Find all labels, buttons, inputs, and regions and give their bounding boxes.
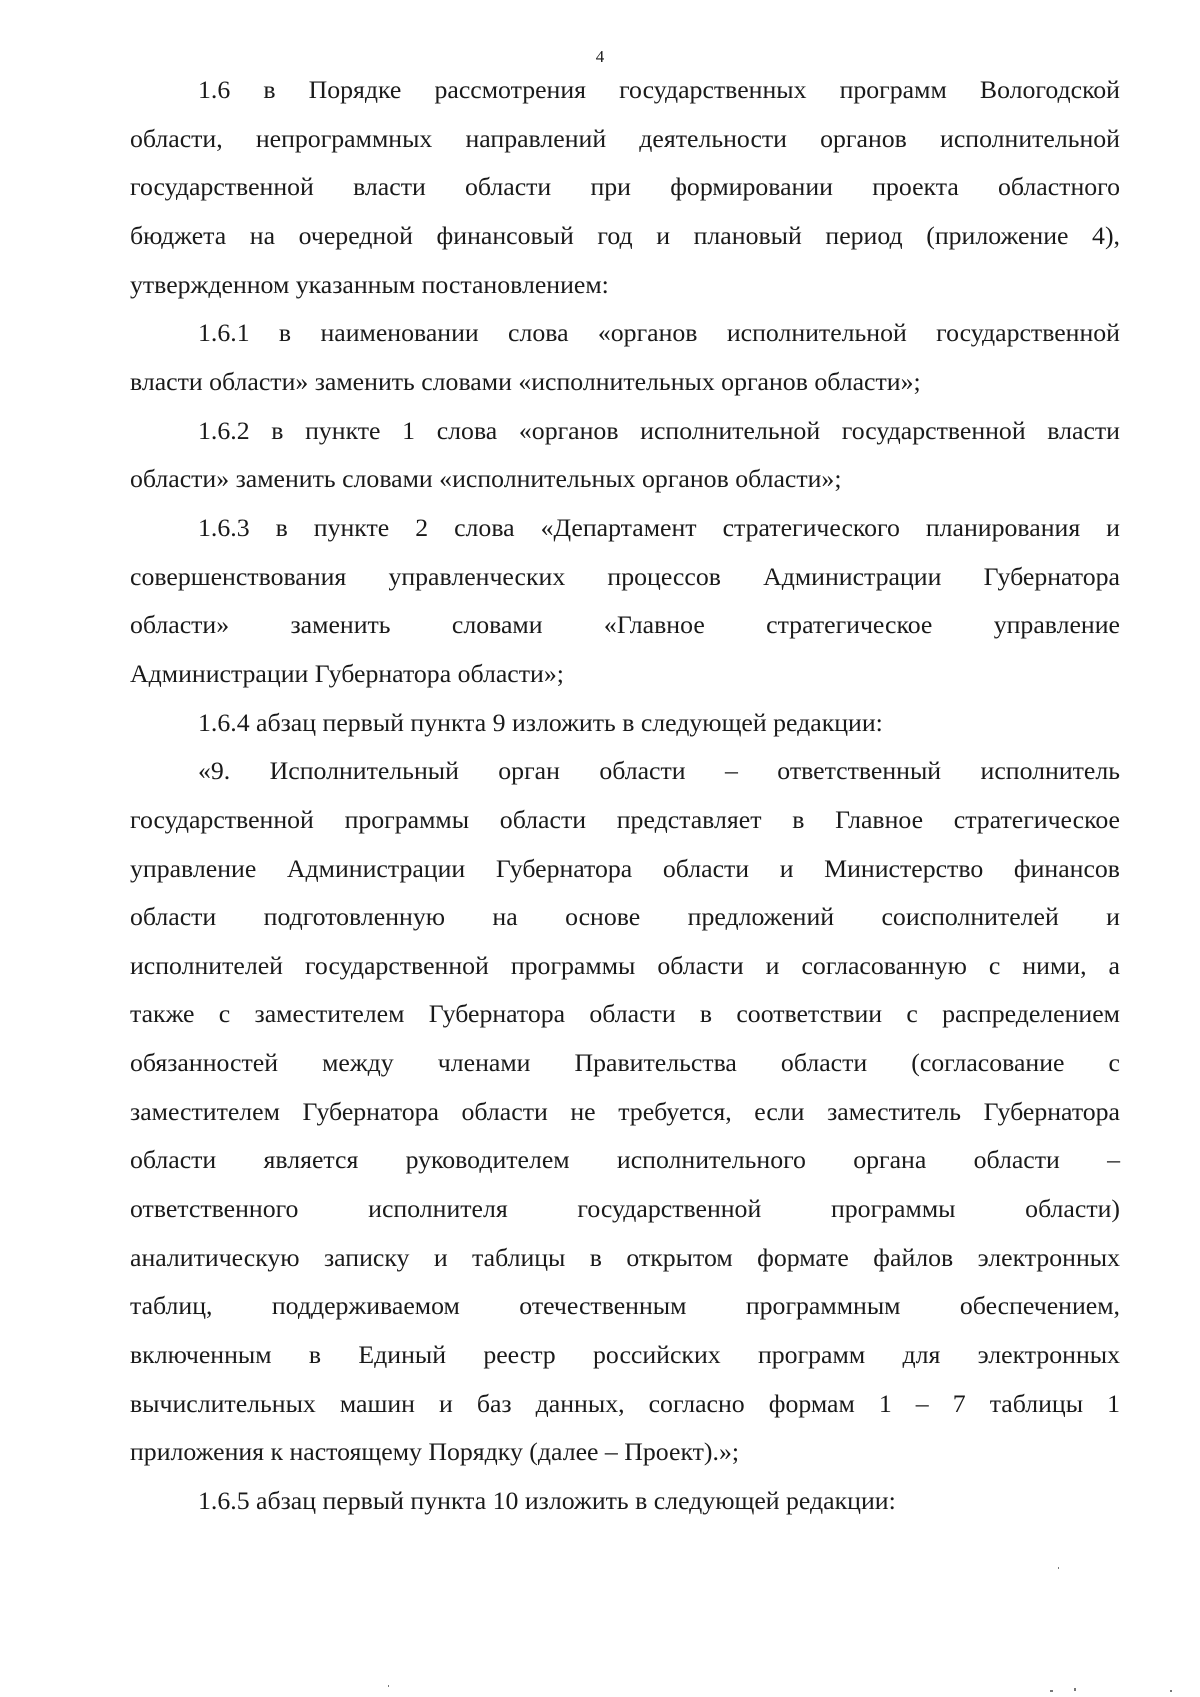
paragraph-9-quote: [130, 747, 1120, 1477]
text-line: включенным в Единый реестр российских программ для электронных: [130, 1340, 1120, 1370]
paragraph-1-6-2: [130, 407, 1120, 504]
text-line: утвержденном указанным постановлением:: [130, 269, 609, 299]
scan-speck: [388, 1685, 389, 1687]
text-line: таблиц, поддерживаемом отечественным программным обеспечением,: [130, 1291, 1120, 1321]
document-body: [130, 66, 1120, 1526]
text-line: аналитическую записку и таблицы в открытом формате файлов электронных: [130, 1242, 1120, 1272]
scan-speck: [1058, 1567, 1059, 1569]
paragraph-1-6: [130, 66, 1120, 309]
text-line: 1.6.3 в пункте 2 слова «Департамент стратегического планирования и: [198, 512, 1120, 542]
paragraph-1-6-5: [130, 1477, 1120, 1526]
text-line: 1.6.5 абзац первый пункта 10 изложить в следующей редакции:: [198, 1486, 896, 1516]
text-line: бюджета на очередной финансовый год и плановый период (приложение 4),: [130, 220, 1120, 250]
text-line: исполнителей государственной программы области и согласованную с ними, а: [130, 950, 1120, 980]
scan-speck: [1170, 1690, 1172, 1692]
text-line: области» заменить словами «исполнительных органов области»;: [130, 464, 842, 494]
text-line: области» заменить словами «Главное стратегическое управление: [130, 610, 1120, 640]
paragraph-1-6-4: [130, 699, 1120, 748]
text-line: заместителем Губернатора области не требуется, если заместитель Губернатора: [130, 1096, 1120, 1126]
text-line: области подготовленную на основе предложений соисполнителей и: [130, 902, 1120, 932]
scan-speck: [1050, 1690, 1053, 1692]
page-number: 4: [595, 47, 605, 66]
text-line: обязанностей между членами Правительства области (согласование с: [130, 1048, 1120, 1078]
text-line: 1.6.4 абзац первый пункта 9 изложить в следующей редакции:: [198, 707, 883, 737]
text-line: Администрации Губернатора области»;: [130, 658, 564, 688]
text-line: 1.6.2 в пункте 1 слова «органов исполнительной государственной власти: [198, 415, 1120, 445]
text-line: власти области» заменить словами «исполнительных органов области»;: [130, 366, 921, 396]
text-line: также с заместителем Губернатора области в соответствии с распределением: [130, 999, 1120, 1029]
text-line: вычислительных машин и баз данных, согласно формам 1 – 7 таблицы 1: [130, 1388, 1120, 1418]
text-line: управление Администрации Губернатора области и Министерство финансов: [130, 853, 1120, 883]
text-line: области, непрограммных направлений деятельности органов исполнительной: [130, 123, 1120, 153]
text-line: государственной власти области при формировании проекта областного: [130, 172, 1120, 202]
text-line: «9. Исполнительный орган области – ответственный исполнитель: [198, 756, 1120, 786]
text-line: 1.6.1 в наименовании слова «органов исполнительной государственной: [198, 318, 1120, 348]
text-line: ответственного исполнителя государственной программы области): [130, 1194, 1120, 1224]
text-line: области является руководителем исполнительного органа области –: [130, 1145, 1120, 1175]
text-line: приложения к настоящему Порядку (далее – Проект).»;: [130, 1437, 740, 1467]
text-line: государственной программы области представляет в Главное стратегическое: [130, 804, 1120, 834]
scan-speck: [1074, 1688, 1076, 1691]
paragraph-1-6-1: [130, 309, 1120, 406]
paragraph-1-6-3: [130, 504, 1120, 699]
text-line: совершенствования управленческих процессов Администрации Губернатора: [130, 561, 1120, 591]
text-line: 1.6 в Порядке рассмотрения государственных программ Вологодской: [198, 75, 1120, 104]
